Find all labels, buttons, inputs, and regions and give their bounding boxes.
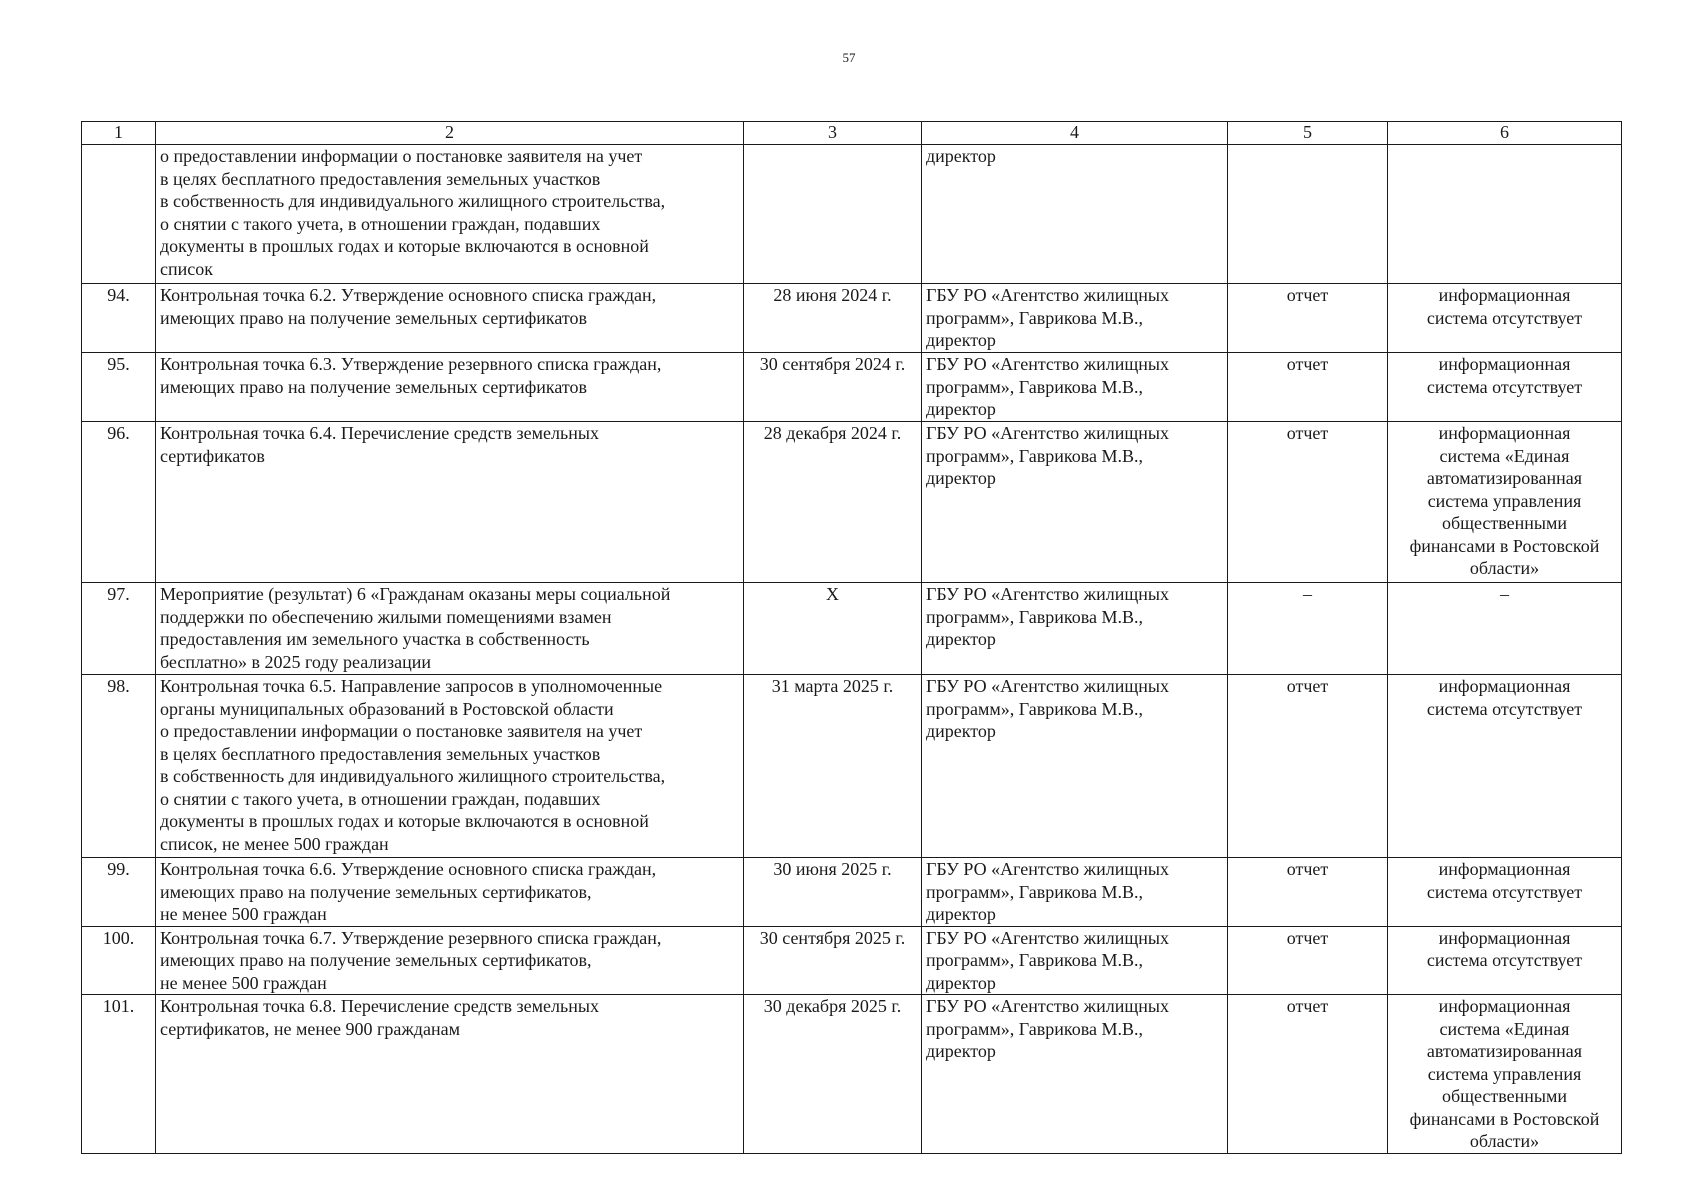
- information-system: информационная система отсутствует: [1388, 926, 1622, 995]
- document-type: отчет: [1228, 675, 1388, 858]
- column-header: 4: [922, 122, 1228, 145]
- row-number: 99.: [82, 858, 156, 927]
- event-name: Контрольная точка 6.6. Утверждение основного списка граждан, имеющих право на получение земельных сертификатов, не менее 500 граждан: [156, 858, 744, 927]
- table-row: [82, 995, 1622, 1154]
- header-row: [82, 122, 1622, 145]
- table-row: [82, 422, 1622, 583]
- document-type: отчет: [1228, 422, 1388, 583]
- information-system: [1388, 145, 1622, 284]
- event-name: Контрольная точка 6.8. Перечисление средств земельных сертификатов, не менее 900 гражданам: [156, 995, 744, 1154]
- column-header: 6: [1388, 122, 1622, 145]
- event-name: Контрольная точка 6.7. Утверждение резервного списка граждан, имеющих право на получение земельных сертификатов, не менее 500 граждан: [156, 926, 744, 995]
- table-row: [82, 858, 1622, 927]
- deadline: X: [744, 583, 922, 675]
- responsible: ГБУ РО «Агентство жилищных программ», Гаврикова М.В., директор: [922, 926, 1228, 995]
- row-number: 97.: [82, 583, 156, 675]
- row-number: 98.: [82, 675, 156, 858]
- event-name: о предоставлении информации о постановке заявителя на учет в целях бесплатного предоставления земельных участков в собственность для индивидуального жилищного строительства, о снятии с такого учета, в отношении граждан, подавших документы в прошлых годах и которые включаются в основной список: [156, 145, 744, 284]
- deadline: 30 сентября 2024 г.: [744, 353, 922, 422]
- deadline: 28 декабря 2024 г.: [744, 422, 922, 583]
- page-number: 57: [842, 50, 856, 65]
- responsible: ГБУ РО «Агентство жилищных программ», Гаврикова М.В., директор: [922, 583, 1228, 675]
- responsible: ГБУ РО «Агентство жилищных программ», Гаврикова М.В., директор: [922, 995, 1228, 1154]
- information-system: информационная система «Единая автоматизированная система управления общественными финансами в Ростовской области»: [1388, 422, 1622, 583]
- table-row: [82, 284, 1622, 353]
- deadline: 28 июня 2024 г.: [744, 284, 922, 353]
- document-type: отчет: [1228, 926, 1388, 995]
- document-type: отчет: [1228, 284, 1388, 353]
- row-number: 95.: [82, 353, 156, 422]
- column-header: 3: [744, 122, 922, 145]
- responsible: ГБУ РО «Агентство жилищных программ», Гаврикова М.В., директор: [922, 422, 1228, 583]
- column-header: 1: [82, 122, 156, 145]
- row-number: 100.: [82, 926, 156, 995]
- table-row: [82, 675, 1622, 858]
- responsible: ГБУ РО «Агентство жилищных программ», Гаврикова М.В., директор: [922, 284, 1228, 353]
- deadline: 30 сентября 2025 г.: [744, 926, 922, 995]
- document-type: отчет: [1228, 995, 1388, 1154]
- document-type: отчет: [1228, 858, 1388, 927]
- event-name: Мероприятие (результат) 6 «Гражданам оказаны меры социальной поддержки по обеспечению жилыми помещениями взамен предоставления им земельного участка в собственность бесплатно» в 2025 году реализации: [156, 583, 744, 675]
- event-name: Контрольная точка 6.3. Утверждение резервного списка граждан, имеющих право на получение земельных сертификатов: [156, 353, 744, 422]
- information-system: информационная система «Единая автоматизированная система управления общественными финансами в Ростовской области»: [1388, 995, 1622, 1154]
- document-type: [1228, 145, 1388, 284]
- responsible: ГБУ РО «Агентство жилищных программ», Гаврикова М.В., директор: [922, 353, 1228, 422]
- table-row: [82, 353, 1622, 422]
- information-system: –: [1388, 583, 1622, 675]
- table-row: [82, 145, 1622, 284]
- deadline: 30 июня 2025 г.: [744, 858, 922, 927]
- information-system: информационная система отсутствует: [1388, 675, 1622, 858]
- deadline: 30 декабря 2025 г.: [744, 995, 922, 1154]
- deadline: [744, 145, 922, 284]
- plan-table: [81, 121, 1622, 1154]
- responsible: ГБУ РО «Агентство жилищных программ», Гаврикова М.В., директор: [922, 858, 1228, 927]
- row-number: 101.: [82, 995, 156, 1154]
- table-row: [82, 583, 1622, 675]
- column-header: 5: [1228, 122, 1388, 145]
- event-name: Контрольная точка 6.5. Направление запросов в уполномоченные органы муниципальных образований в Ростовской области о предоставлении информации о постановке заявителя на учет в целях бесплатного предоставления земельных участков в собственность для индивидуального жилищного строительства, о снятии с такого учета, в отношении граждан, подавших документы в прошлых годах и которые включаются в основной список, не менее 500 граждан: [156, 675, 744, 858]
- table-row: [82, 926, 1622, 995]
- document-type: –: [1228, 583, 1388, 675]
- information-system: информационная система отсутствует: [1388, 284, 1622, 353]
- row-number: [82, 145, 156, 284]
- event-name: Контрольная точка 6.2. Утверждение основного списка граждан, имеющих право на получение земельных сертификатов: [156, 284, 744, 353]
- row-number: 94.: [82, 284, 156, 353]
- deadline: 31 марта 2025 г.: [744, 675, 922, 858]
- document-type: отчет: [1228, 353, 1388, 422]
- information-system: информационная система отсутствует: [1388, 353, 1622, 422]
- information-system: информационная система отсутствует: [1388, 858, 1622, 927]
- row-number: 96.: [82, 422, 156, 583]
- event-name: Контрольная точка 6.4. Перечисление средств земельных сертификатов: [156, 422, 744, 583]
- responsible: ГБУ РО «Агентство жилищных программ», Гаврикова М.В., директор: [922, 675, 1228, 858]
- responsible: директор: [922, 145, 1228, 284]
- column-header: 2: [156, 122, 744, 145]
